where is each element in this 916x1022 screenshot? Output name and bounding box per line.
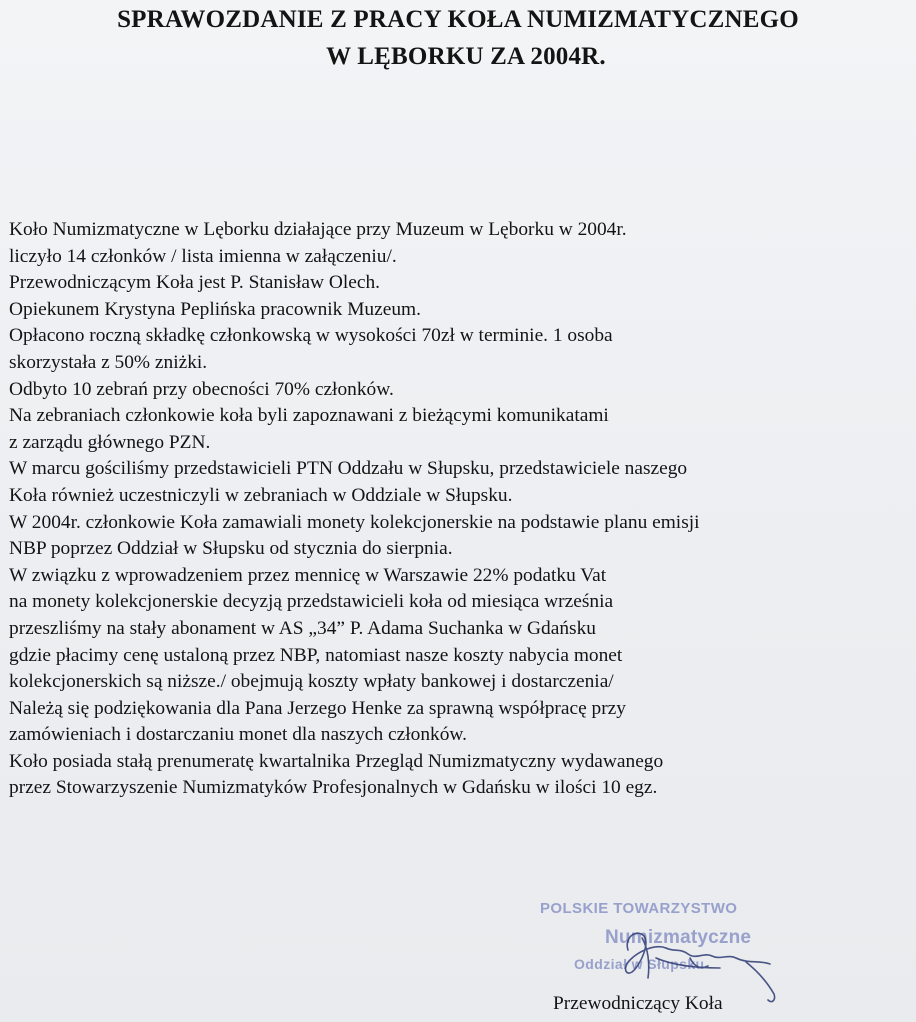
body-line: przez Stowarzyszenie Numizmatyków Profesjonalnych w Gdańsku w ilości 10 egz.	[9, 777, 658, 799]
stamp-line-3: Oddział w Słupsku	[574, 956, 705, 972]
body-line: na monety kolekcjonerskie decyzją przedstawicieli koła od miesiąca września	[9, 591, 614, 613]
stamp-line-1: POLSKIE TOWARZYSTWO	[540, 900, 738, 917]
body-line: Opłacono roczną składkę członkowską w wysokości 70zł w terminie. 1 osoba	[9, 325, 613, 347]
body-line: NBP poprzez Oddział w Słupsku od stycznia do sierpnia.	[9, 538, 453, 560]
body-line: liczyło 14 członków / lista imienna w załączeniu/.	[9, 245, 397, 267]
body-line: Przewodniczącym Koła jest P. Stanisław Olech.	[9, 272, 381, 294]
organization-stamp	[530, 890, 820, 990]
body-line: z zarządu głównego PZN.	[9, 431, 211, 453]
body-line: kolekcjonerskich są niższe./ obejmują koszty wpłaty bankowej i dostarczenia/	[9, 671, 614, 693]
body-line: Na zebraniach członkowie koła byli zapoznawani z bieżącymi komunikatami	[9, 405, 609, 427]
report-title-line-2: W LĘBORKU ZA 2004R.	[326, 43, 606, 70]
report-body	[9, 217, 914, 802]
body-line: W związku z wprowadzeniem przez mennicę w Warszawie 22% podatku Vat	[9, 564, 607, 586]
body-line: W marcu gościliśmy przedstawicieli PTN Oddzału w Słupsku, przedstawiciele naszego	[9, 458, 688, 480]
body-line: W 2004r. członkowie Koła zamawiali monety kolekcjonerskie na podstawie planu emisji	[9, 511, 700, 533]
stamp-line-2: Numizmatyczne	[605, 927, 752, 948]
report-title-line-1: SPRAWOZDANIE Z PRACY KOŁA NUMIZMATYCZNEGO	[117, 6, 799, 33]
body-line: przeszliśmy na stały abonament w AS „34” P. Adama Suchanka w Gdańsku	[9, 617, 596, 639]
body-line: Opiekunem Krystyna Peplińska pracownik Muzeum.	[9, 298, 421, 320]
signature-caption: Przewodniczący Koła	[553, 993, 723, 1014]
body-line: Odbyto 10 zebrań przy obecności 70% członków.	[9, 378, 394, 400]
body-line: skorzystała z 50% zniżki.	[9, 351, 208, 373]
body-line: Koło Numizmatyczne w Lęborku działające przy Muzeum w Lęborku w 2004r.	[9, 219, 627, 240]
body-line: Koła również uczestniczyli w zebraniach w Oddziale w Słupsku.	[9, 484, 513, 506]
body-line: Koło posiada stałą prenumeratę kwartalnika Przegląd Numizmatyczny wydawanego	[9, 750, 664, 772]
body-line: Należą się podziękowania dla Pana Jerzego Henke za sprawną współpracę przy	[9, 697, 626, 719]
body-line: zamówieniach i dostarczaniu monet dla naszych członków.	[9, 724, 468, 746]
body-line: gdzie płacimy cenę ustaloną przez NBP, natomiast nasze koszty nabycia monet	[9, 644, 623, 666]
